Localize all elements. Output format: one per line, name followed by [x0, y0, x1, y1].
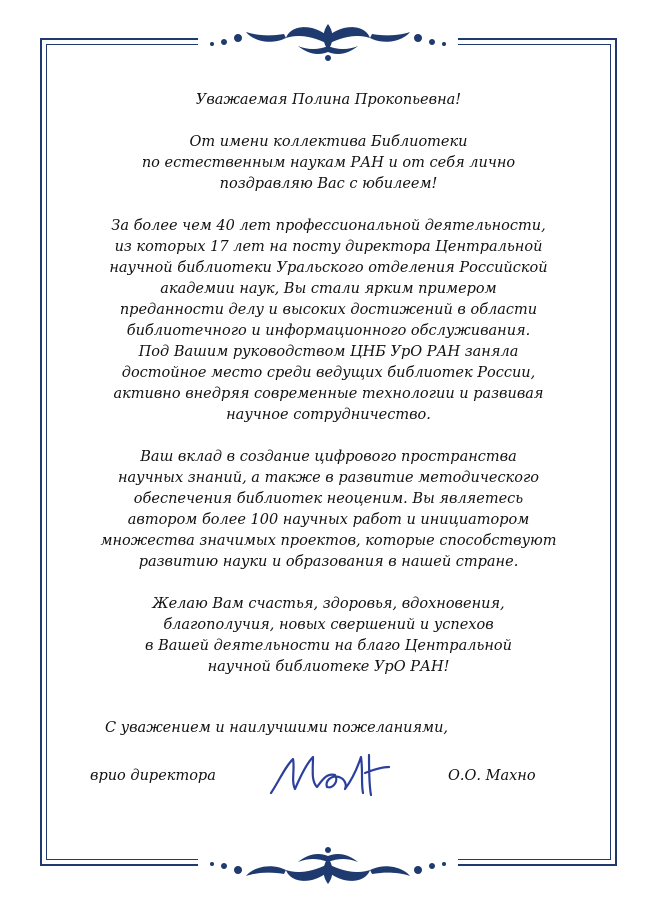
- text-line: Под Вашим руководством ЦНБ УрО РАН заняла: [138, 344, 519, 360]
- text-line: автором более 100 научных работ и инициатором: [127, 512, 530, 528]
- text-line: научных знаний, а также в развитие методического: [117, 470, 540, 486]
- text-line: научной библиотеке УрО РАН!: [207, 659, 450, 675]
- text-line: научное сотрудничество.: [226, 407, 431, 423]
- text-line: научной библиотеки Уральского отделения Российской: [109, 260, 548, 276]
- text-line: преданности делу и высоких достижений в области: [119, 302, 538, 318]
- text-line: развитию науки и образования в нашей стране.: [138, 554, 519, 570]
- text-line: Желаю Вам счастья, здоровья, вдохновения,: [152, 596, 505, 612]
- signer-position: врио директора: [90, 768, 216, 784]
- letter-body: [70, 90, 587, 699]
- text-line: достойное место среди ведущих библиотек России,: [121, 365, 536, 381]
- text-line: множества значимых проектов, которые способствуют: [100, 533, 557, 549]
- paragraph-4: [70, 594, 587, 678]
- paragraph-3: [70, 447, 587, 573]
- text-line: активно внедряя современные технологии и развивая: [113, 386, 544, 402]
- text-line: За более чем 40 лет профессиональной деятельности,: [111, 218, 546, 234]
- signature-icon: [265, 745, 395, 805]
- bottom-ornament-icon: [198, 842, 458, 892]
- text-line: по естественным наукам РАН и от себя лично: [141, 155, 516, 171]
- text-line: поздравляю Вас с юбилеем!: [219, 176, 438, 192]
- signer-name: О.О. Махно: [448, 768, 536, 784]
- top-ornament-icon: [198, 16, 458, 66]
- text-line: из которых 17 лет на посту директора Центральной: [114, 239, 543, 255]
- text-line: Ваш вклад в создание цифрового пространства: [140, 449, 517, 465]
- text-line: От имени коллектива Библиотеки: [189, 134, 468, 150]
- text-line: благополучия, новых свершений и успехов: [163, 617, 494, 633]
- greeting: Уважаемая Полина Прокопьевна!: [195, 92, 462, 108]
- text-line: обеспечения библиотек неоценим. Вы являетесь: [133, 491, 524, 507]
- closing-line: С уважением и наилучшими пожеланиями,: [105, 720, 449, 736]
- text-line: в Вашей деятельности на благо Центральной: [145, 638, 512, 654]
- paragraph-1: [70, 132, 587, 195]
- paragraph-2: [70, 216, 587, 426]
- text-line: академии наук, Вы стали ярким примером: [160, 281, 497, 297]
- text-line: библиотечного и информационного обслуживания.: [126, 323, 531, 339]
